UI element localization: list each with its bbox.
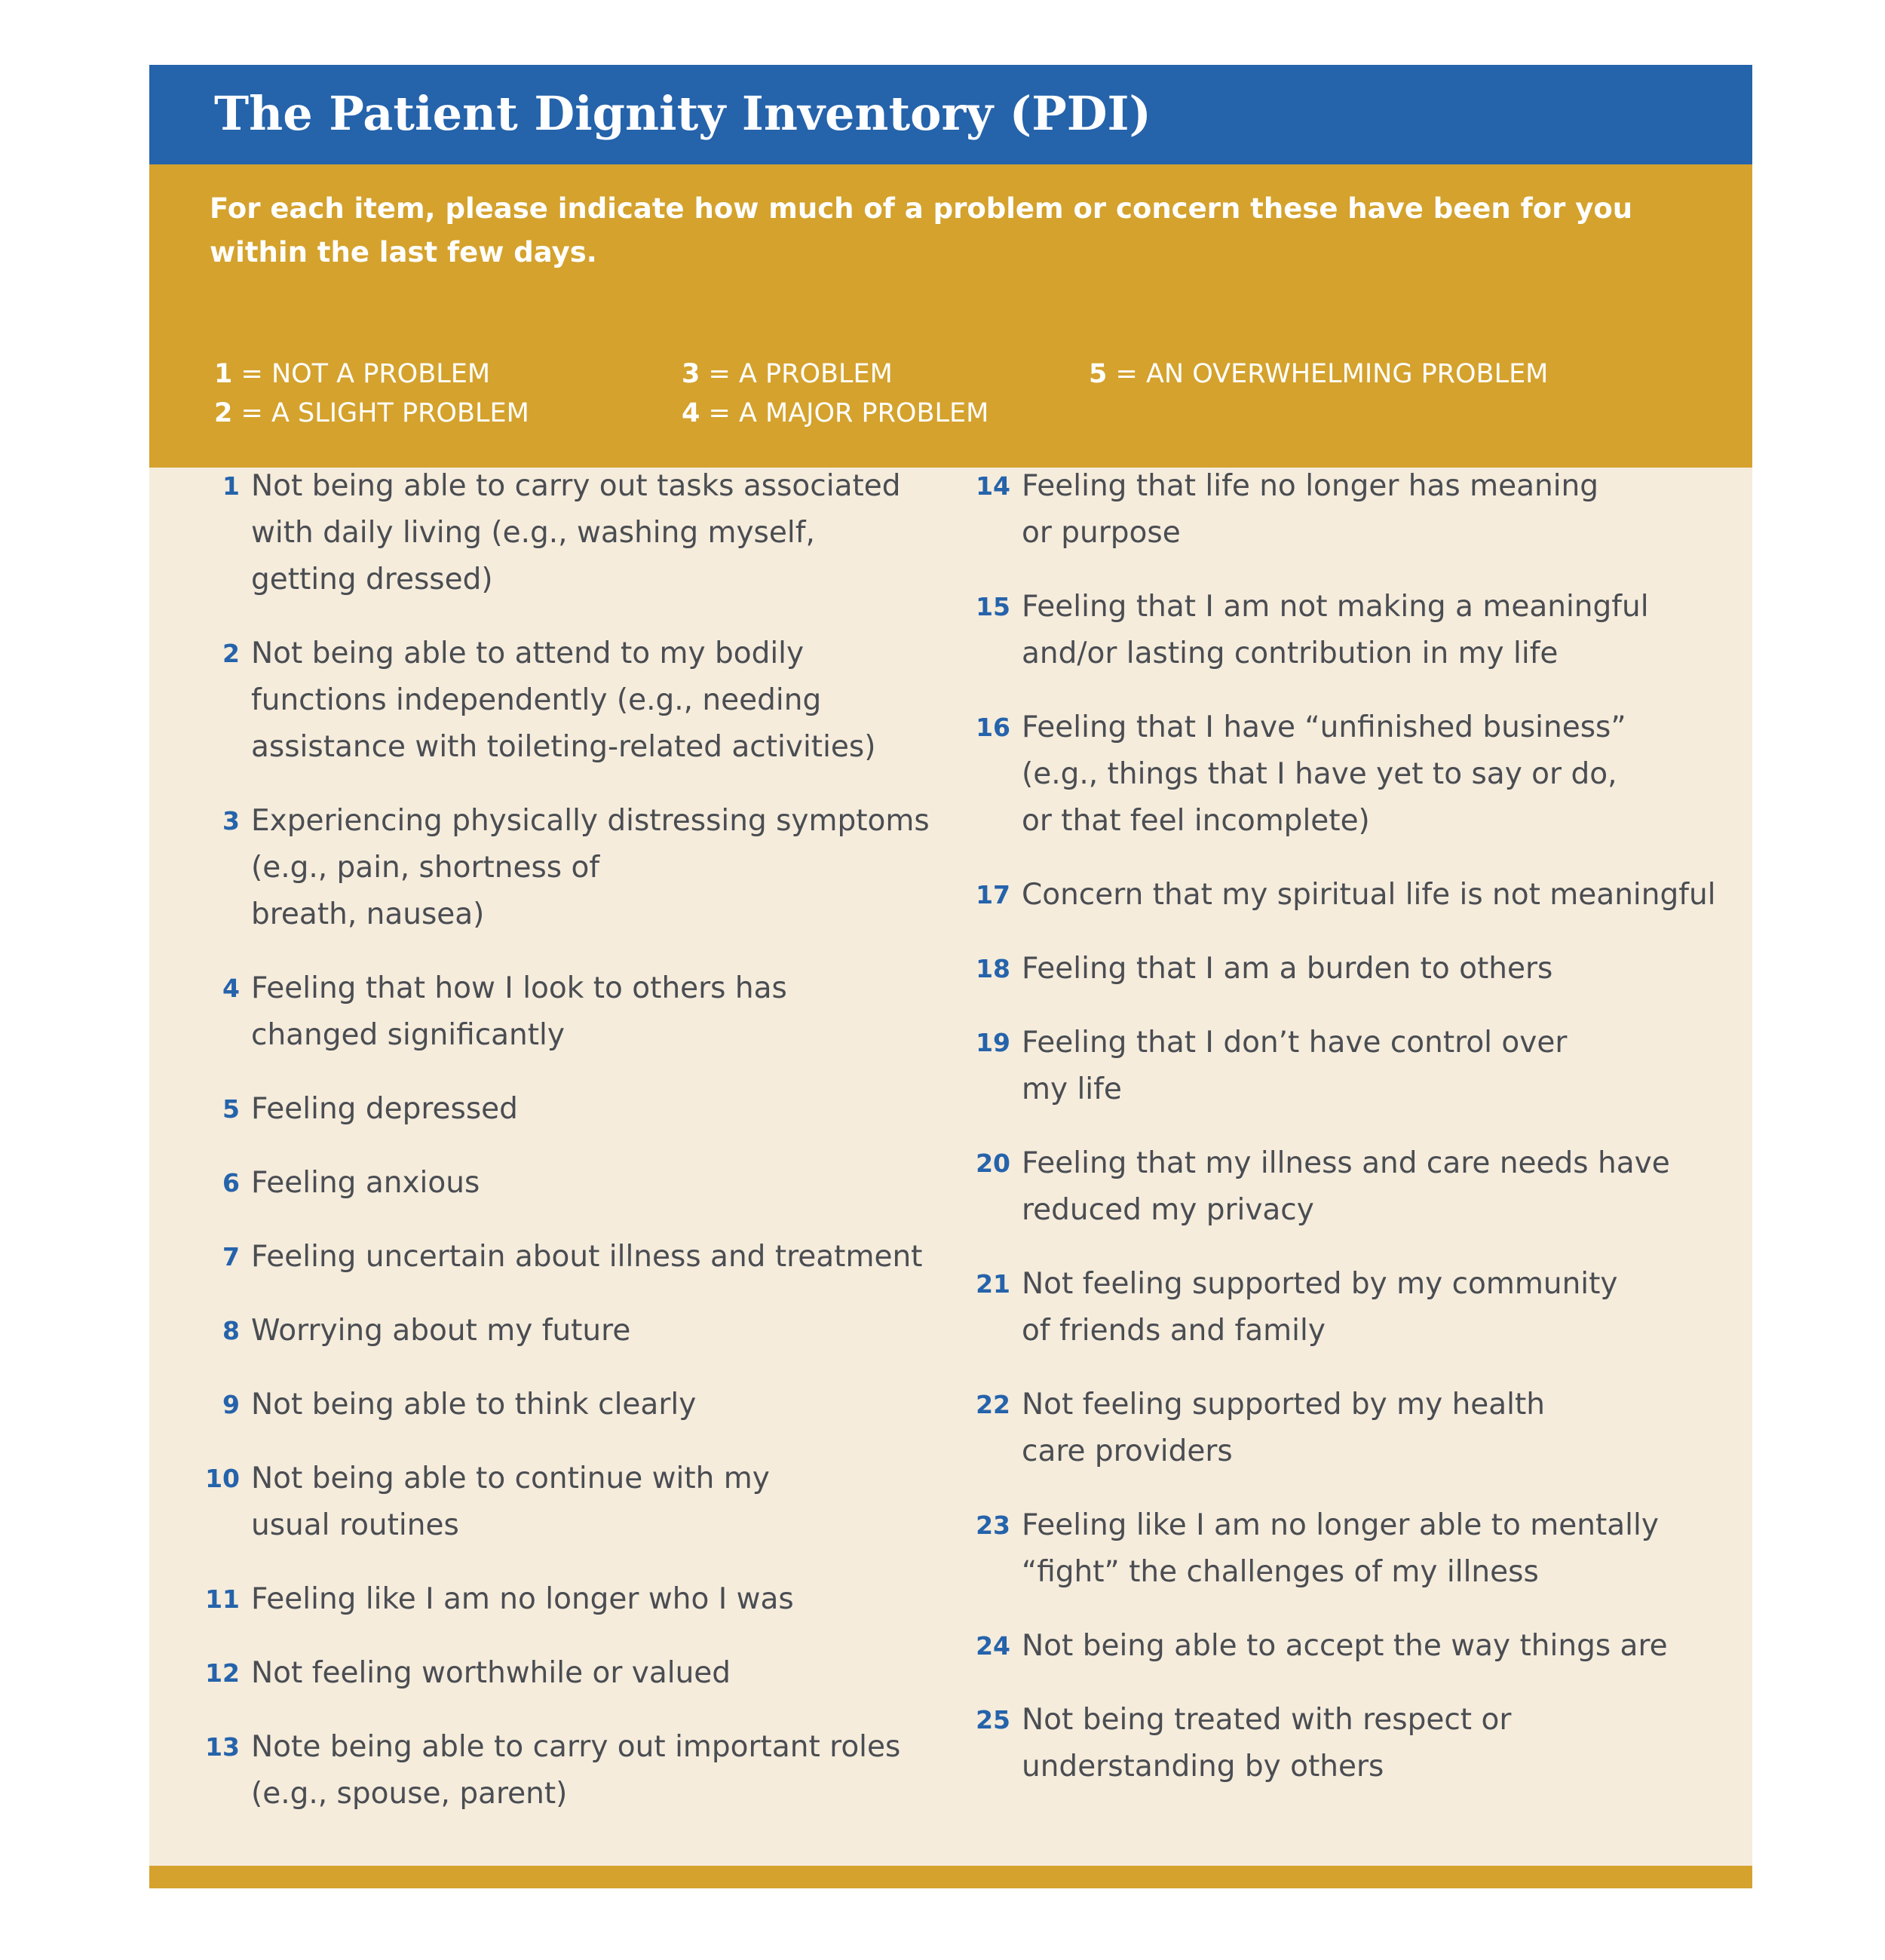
scale-item-3 — [682, 354, 893, 394]
list-item — [964, 1261, 1748, 1354]
item-text: Feeling that my illness and care needs have reduced my privacy — [1022, 1146, 1670, 1227]
list-item — [964, 463, 1748, 557]
item-text: Not being able to carry out tasks associated with daily living (e.g., washing myself, getting dressed) — [251, 469, 901, 597]
list-item — [193, 965, 955, 1059]
list-item — [964, 872, 1748, 919]
item-number: 10 — [205, 1464, 240, 1493]
item-number: 2 — [222, 639, 240, 668]
list-item — [964, 1623, 1748, 1670]
item-text: Feeling that I am a burden to others — [1022, 952, 1553, 986]
item-number: 9 — [222, 1390, 240, 1419]
scale-number: 3 — [682, 359, 700, 389]
item-text: Feeling that I don’t have control over my life — [1022, 1026, 1568, 1106]
item-text: Not being able to think clearly — [251, 1388, 697, 1422]
item-number: 16 — [976, 713, 1010, 742]
item-text: Not being treated with respect or understanding by others — [1022, 1703, 1512, 1784]
scale-label: = A MAJOR PROBLEM — [708, 398, 989, 428]
item-text: Feeling that I am not making a meaningful and/or lasting contribution in my life — [1022, 590, 1649, 670]
item-text: Feeling that how I look to others has changed significantly — [251, 971, 787, 1052]
item-number: 23 — [976, 1511, 1010, 1540]
item-text: Feeling uncertain about illness and treatment — [251, 1240, 923, 1274]
scale-number: 1 — [214, 359, 233, 389]
item-number: 7 — [222, 1242, 240, 1271]
list-item — [193, 1455, 955, 1549]
item-number: 20 — [976, 1149, 1010, 1178]
list-item — [193, 1086, 955, 1133]
item-text: Note being able to carry out important roles (e.g., spouse, parent) — [251, 1730, 901, 1811]
item-number: 6 — [222, 1168, 240, 1198]
item-number: 17 — [976, 880, 1010, 909]
list-item — [964, 1140, 1748, 1234]
list-item — [193, 1576, 955, 1623]
list-item — [193, 1160, 955, 1207]
item-number: 21 — [976, 1269, 1010, 1299]
item-text: Feeling that life no longer has meaning or purpose — [1022, 469, 1599, 550]
list-item — [964, 946, 1748, 992]
scale-item-4 — [682, 394, 988, 433]
item-number: 25 — [976, 1705, 1010, 1735]
item-number: 14 — [976, 471, 1010, 501]
bottom-rule — [149, 1866, 1752, 1888]
item-number: 13 — [205, 1732, 240, 1762]
scale-label: = NOT A PROBLEM — [241, 359, 491, 389]
list-item — [964, 584, 1748, 677]
scale-label: = AN OVERWHELMING PROBLEM — [1115, 359, 1549, 389]
item-text: Feeling that I have “unfinished business” (e.g., things that I have yet to say or do, or that feel incomplete) — [1022, 710, 1626, 838]
instruction-text: For each item, please indicate how much of a problem or concern these have been for you within the last few days. — [210, 192, 1633, 268]
item-number: 18 — [976, 954, 1010, 983]
scale-label: = A SLIGHT PROBLEM — [241, 398, 529, 428]
item-number: 4 — [222, 974, 240, 1003]
list-item — [193, 1724, 955, 1817]
scale-item-2 — [214, 394, 529, 433]
scale-label: = A PROBLEM — [708, 359, 893, 389]
item-number: 19 — [976, 1028, 1010, 1057]
list-item — [193, 1382, 955, 1428]
item-text: Not being able to accept the way things are — [1022, 1629, 1668, 1663]
pdi-form — [149, 65, 1752, 1888]
item-number: 8 — [222, 1316, 240, 1345]
item-text: Feeling like I am no longer able to mentally “fight” the challenges of my illness — [1022, 1508, 1659, 1589]
page-title: The Patient Dignity Inventory (PDI) — [214, 86, 1151, 141]
item-number: 3 — [222, 806, 240, 836]
item-text: Feeling depressed — [251, 1092, 518, 1126]
item-text: Feeling like I am no longer who I was — [251, 1582, 794, 1616]
item-number: 24 — [976, 1631, 1010, 1661]
scale-number: 4 — [682, 398, 700, 428]
items-column-left — [193, 463, 955, 1845]
list-item — [193, 630, 955, 771]
item-text: Concern that my spiritual life is not meaningful — [1022, 878, 1716, 912]
item-text: Not feeling worthwhile or valued — [251, 1656, 731, 1690]
item-text: Not feeling supported by my health care providers — [1022, 1388, 1546, 1468]
list-item — [193, 1650, 955, 1697]
item-number: 12 — [205, 1658, 240, 1688]
list-item — [964, 1697, 1748, 1790]
scale-item-5 — [1089, 354, 1548, 394]
list-item — [193, 463, 955, 603]
list-item — [193, 1308, 955, 1354]
instructions-panel — [149, 164, 1752, 468]
item-text: Worrying about my future — [251, 1314, 631, 1348]
list-item — [964, 704, 1748, 845]
list-item — [964, 1382, 1748, 1475]
item-text: Feeling anxious — [251, 1166, 480, 1200]
item-number: 15 — [976, 592, 1010, 621]
list-item — [193, 798, 955, 938]
list-item — [964, 1502, 1748, 1596]
item-text: Not being able to attend to my bodily functions independently (e.g., needing assistance with toileting-related activities) — [251, 636, 876, 764]
list-item — [964, 1020, 1748, 1113]
scale-number: 2 — [214, 398, 233, 428]
item-text: Not feeling supported by my community of friends and family — [1022, 1267, 1618, 1348]
list-item — [193, 1234, 955, 1281]
item-text: Experiencing physically distressing symptoms (e.g., pain, shortness of breath, nausea) — [251, 804, 930, 931]
item-text: Not being able to continue with my usual routines — [251, 1462, 770, 1542]
items-column-right — [964, 463, 1748, 1817]
item-number: 5 — [222, 1094, 240, 1124]
scale-number: 5 — [1089, 359, 1108, 389]
item-number: 22 — [976, 1390, 1010, 1419]
item-number: 1 — [222, 471, 240, 501]
item-number: 11 — [205, 1584, 240, 1614]
scale-item-1 — [214, 354, 490, 394]
title-bar — [149, 65, 1752, 164]
